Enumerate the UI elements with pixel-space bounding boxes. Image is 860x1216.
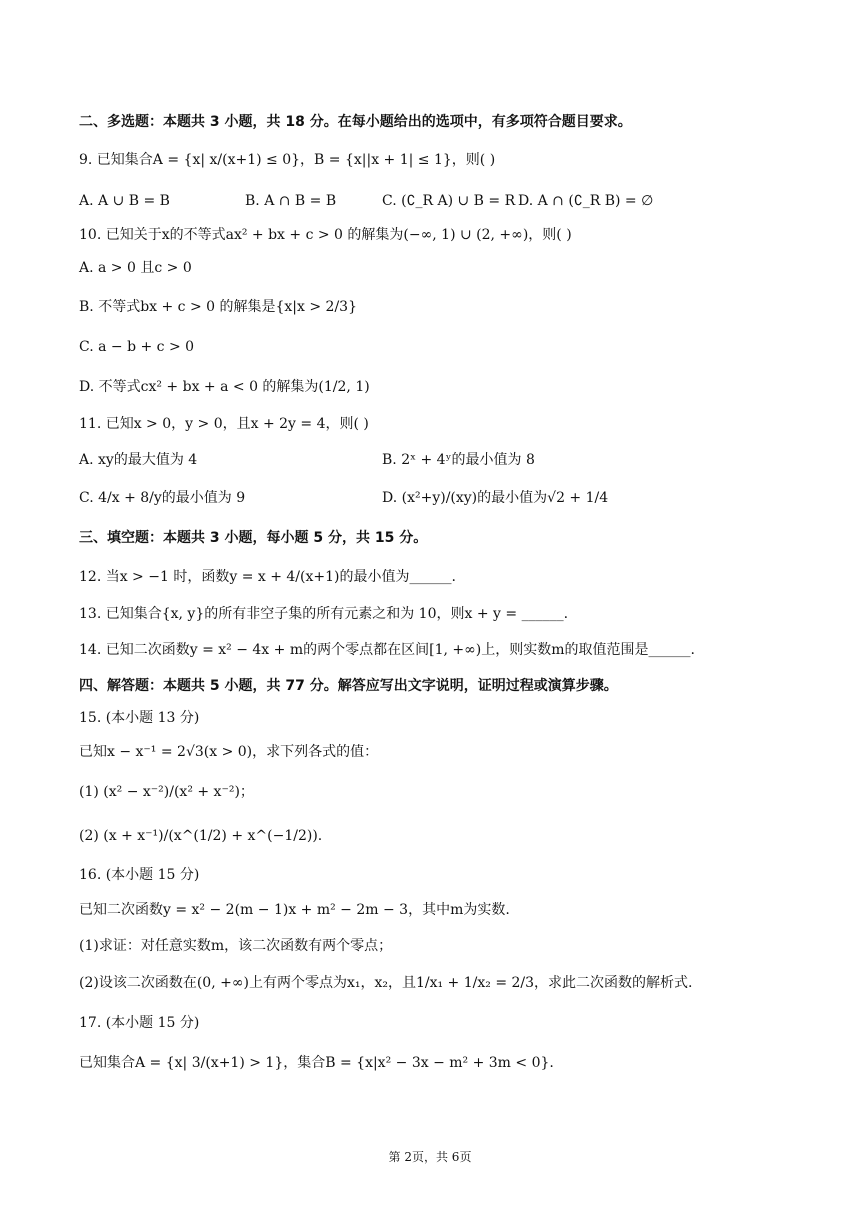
question-10-stem: 10. 已知关于x的不等式ax² + bx + c > 0 的解集为(−∞, 1) ∪ (2, +∞)，则( ) xyxy=(79,227,572,243)
question-10-option-d: D. 不等式cx² + bx + a < 0 的解集为(1/2, 1) xyxy=(79,379,370,395)
question-16-part-2: (2)设该二次函数在(0, +∞)上有两个零点为x₁，x₂，且1/x₁ + 1/x₂ = 2/3，求此二次函数的解析式. xyxy=(79,975,693,991)
question-16-stem: 已知二次函数y = x² − 2(m − 1)x + m² − 2m − 3，其中m为实数. xyxy=(79,902,510,918)
question-15-heading: 15. (本小题 13 分) xyxy=(79,710,200,726)
question-9-option-d: D. A ∩ (∁_R B) = ∅ xyxy=(518,193,654,209)
question-17-heading: 17. (本小题 15 分) xyxy=(79,1015,200,1031)
question-10-option-a: A. a > 0 且c > 0 xyxy=(79,260,192,276)
section-solution-heading: 四、解答题：本题共 5 小题，共 77 分。解答应写出文字说明，证明过程或演算步骤。 xyxy=(79,678,618,694)
question-10-option-c: C. a − b + c > 0 xyxy=(79,339,195,355)
question-15-stem: 已知x − x⁻¹ = 2√3(x > 0)，求下列各式的值： xyxy=(79,744,379,760)
question-9-stem: 9. 已知集合A = {x| x/(x+1) ≤ 0}，B = {x||x + 1| ≤ 1}，则( ) xyxy=(79,152,496,168)
question-11-stem: 11. 已知x > 0，y > 0，且x + 2y = 4，则( ) xyxy=(79,416,369,432)
question-9-option-c: C. (∁_R A) ∪ B = R xyxy=(382,193,516,209)
question-11-option-b: B. 2ˣ + 4ʸ的最小值为 8 xyxy=(382,452,535,468)
question-10-option-b: B. 不等式bx + c > 0 的解集是{x|x > 2/3} xyxy=(79,299,357,315)
question-11-option-c: C. 4/x + 8/y的最小值为 9 xyxy=(79,490,246,506)
question-17-stem: 已知集合A = {x| 3/(x+1) > 1}，集合B = {x|x² − 3x − m² + 3m < 0}. xyxy=(79,1055,554,1071)
question-12: 12. 当x > −1 时，函数y = x + 4/(x+1)的最小值为______. xyxy=(79,569,456,585)
section-multiple-choice-heading: 二、多选题：本题共 3 小题，共 18 分。在每小题给出的选项中，有多项符合题目要求。 xyxy=(79,114,632,130)
question-9-option-b: B. A ∩ B = B xyxy=(245,193,337,209)
question-14: 14. 已知二次函数y = x² − 4x + m的两个零点都在区间[1, +∞)上，则实数m的取值范围是______. xyxy=(79,642,695,658)
question-16-part-1: (1)求证：对任意实数m，该二次函数有两个零点； xyxy=(79,938,393,954)
page-footer: 第 2页，共 6页 xyxy=(388,1150,472,1164)
question-15-part-2: (2) (x + x⁻¹)/(x^(1/2) + x^(−1/2)). xyxy=(79,828,323,844)
question-16-heading: 16. (本小题 15 分) xyxy=(79,867,200,883)
question-9-option-a: A. A ∪ B = B xyxy=(79,193,170,209)
question-13: 13. 已知集合{x, y}的所有非空子集的所有元素之和为 10，则x + y = ______. xyxy=(79,606,569,622)
section-fill-blank-heading: 三、填空题：本题共 3 小题，每小题 5 分，共 15 分。 xyxy=(79,530,428,546)
question-11-option-d: D. (x²+y)/(xy)的最小值为√2 + 1/4 xyxy=(382,490,609,506)
question-15-part-1: (1) (x² − x⁻²)/(x² + x⁻²)； xyxy=(79,784,254,800)
question-11-option-a: A. xy的最大值为 4 xyxy=(79,452,198,468)
